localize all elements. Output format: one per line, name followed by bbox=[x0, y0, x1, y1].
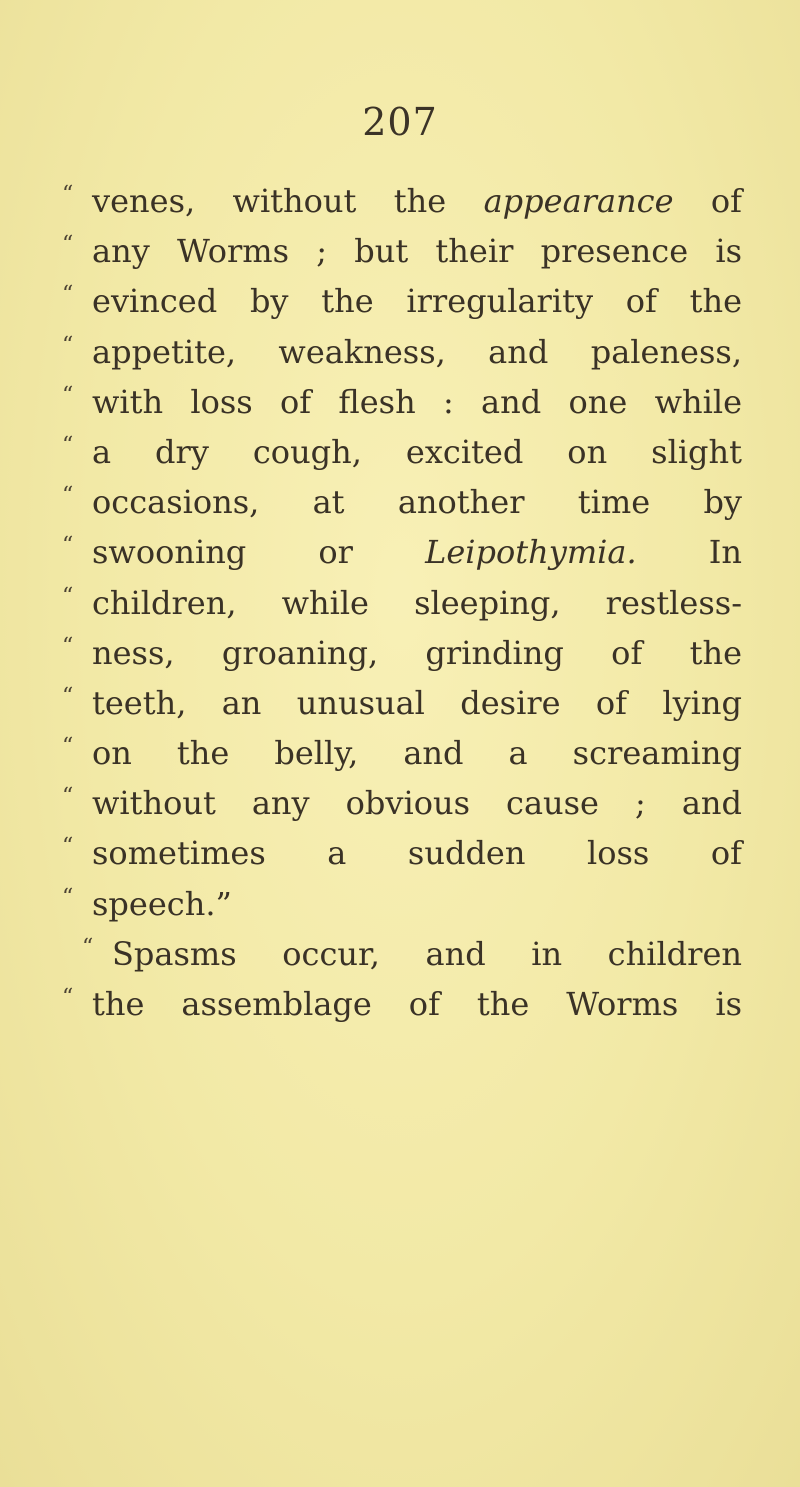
text-line bbox=[62, 879, 742, 929]
quote-mark: “ bbox=[62, 432, 74, 458]
text-line bbox=[62, 828, 742, 878]
text-segment: a dry cough, excited on slight bbox=[92, 432, 742, 471]
quote-mark: “ bbox=[62, 533, 74, 559]
text-segment: the assemblage of the Worms is bbox=[92, 985, 742, 1023]
quote-mark: “ bbox=[62, 985, 74, 1010]
text-segment: of bbox=[673, 182, 743, 220]
text-segment: In bbox=[636, 533, 743, 572]
line-text bbox=[92, 728, 742, 778]
line-text bbox=[92, 477, 742, 527]
line-text bbox=[92, 828, 742, 878]
quote-mark: “ bbox=[62, 182, 74, 207]
text-line bbox=[62, 678, 742, 728]
text-segment: sometimes a sudden loss of bbox=[92, 834, 742, 873]
text-line bbox=[62, 929, 742, 979]
quote-mark: “ bbox=[62, 784, 74, 810]
line-text bbox=[112, 929, 742, 979]
text-segment: evinced by the irregularity of the bbox=[92, 282, 742, 321]
page-number: 207 bbox=[362, 100, 438, 144]
text-segment: swooning or bbox=[92, 533, 426, 572]
body-text bbox=[62, 176, 742, 1029]
quote-mark: “ bbox=[62, 332, 74, 358]
text-segment: teeth, an unusual desire of lying bbox=[92, 683, 742, 722]
text-line bbox=[62, 176, 742, 226]
text-line bbox=[62, 477, 742, 527]
italic-text: appearance bbox=[483, 182, 674, 220]
quote-mark: “ bbox=[62, 282, 74, 308]
quote-mark: “ bbox=[62, 884, 74, 910]
text-line bbox=[62, 778, 742, 828]
text-segment: speech.” bbox=[92, 884, 232, 923]
quote-mark: “ bbox=[62, 483, 74, 509]
text-line bbox=[62, 226, 742, 276]
line-text bbox=[92, 276, 742, 326]
line-text bbox=[92, 979, 742, 1029]
text-segment: with loss of flesh : and one while bbox=[92, 382, 742, 421]
line-text bbox=[92, 778, 742, 828]
quote-mark: “ bbox=[62, 683, 74, 709]
text-segment: ness, groaning, grinding of the bbox=[92, 633, 742, 672]
quote-mark: “ bbox=[62, 734, 74, 760]
line-text bbox=[92, 678, 742, 728]
quote-mark: “ bbox=[62, 232, 74, 258]
line-text bbox=[92, 628, 742, 678]
text-segment: on the belly, and a screaming bbox=[92, 734, 742, 773]
quote-mark: “ bbox=[62, 633, 74, 659]
italic-text: Leipothymia. bbox=[425, 533, 637, 572]
text-line bbox=[62, 728, 742, 778]
text-segment: occasions, at another time by bbox=[92, 483, 742, 522]
text-line bbox=[62, 578, 742, 628]
line-text bbox=[92, 427, 742, 477]
quote-mark: “ bbox=[82, 934, 94, 960]
text-line bbox=[62, 377, 742, 427]
text-line bbox=[62, 979, 742, 1029]
text-segment: children, while sleeping, restless- bbox=[92, 583, 742, 622]
text-segment: venes, without the bbox=[92, 182, 484, 220]
text-segment: any Worms ; but their presence is bbox=[92, 232, 742, 271]
line-text bbox=[92, 527, 742, 577]
line-text bbox=[92, 377, 742, 427]
text-line bbox=[62, 628, 742, 678]
line-text bbox=[92, 578, 742, 628]
text-segment: Spasms occur, and in children bbox=[112, 934, 742, 973]
line-text bbox=[92, 226, 742, 276]
quote-mark: “ bbox=[62, 382, 74, 408]
text-line bbox=[62, 427, 742, 477]
text-segment: without any obvious cause ; and bbox=[92, 784, 742, 823]
line-text bbox=[92, 176, 742, 226]
text-line bbox=[62, 527, 742, 577]
text-line bbox=[62, 276, 742, 326]
quote-mark: “ bbox=[62, 834, 74, 860]
line-text bbox=[92, 879, 742, 929]
quote-mark: “ bbox=[62, 583, 74, 609]
text-line bbox=[62, 327, 742, 377]
line-text bbox=[92, 327, 742, 377]
text-segment: appetite, weakness, and paleness, bbox=[92, 332, 742, 371]
